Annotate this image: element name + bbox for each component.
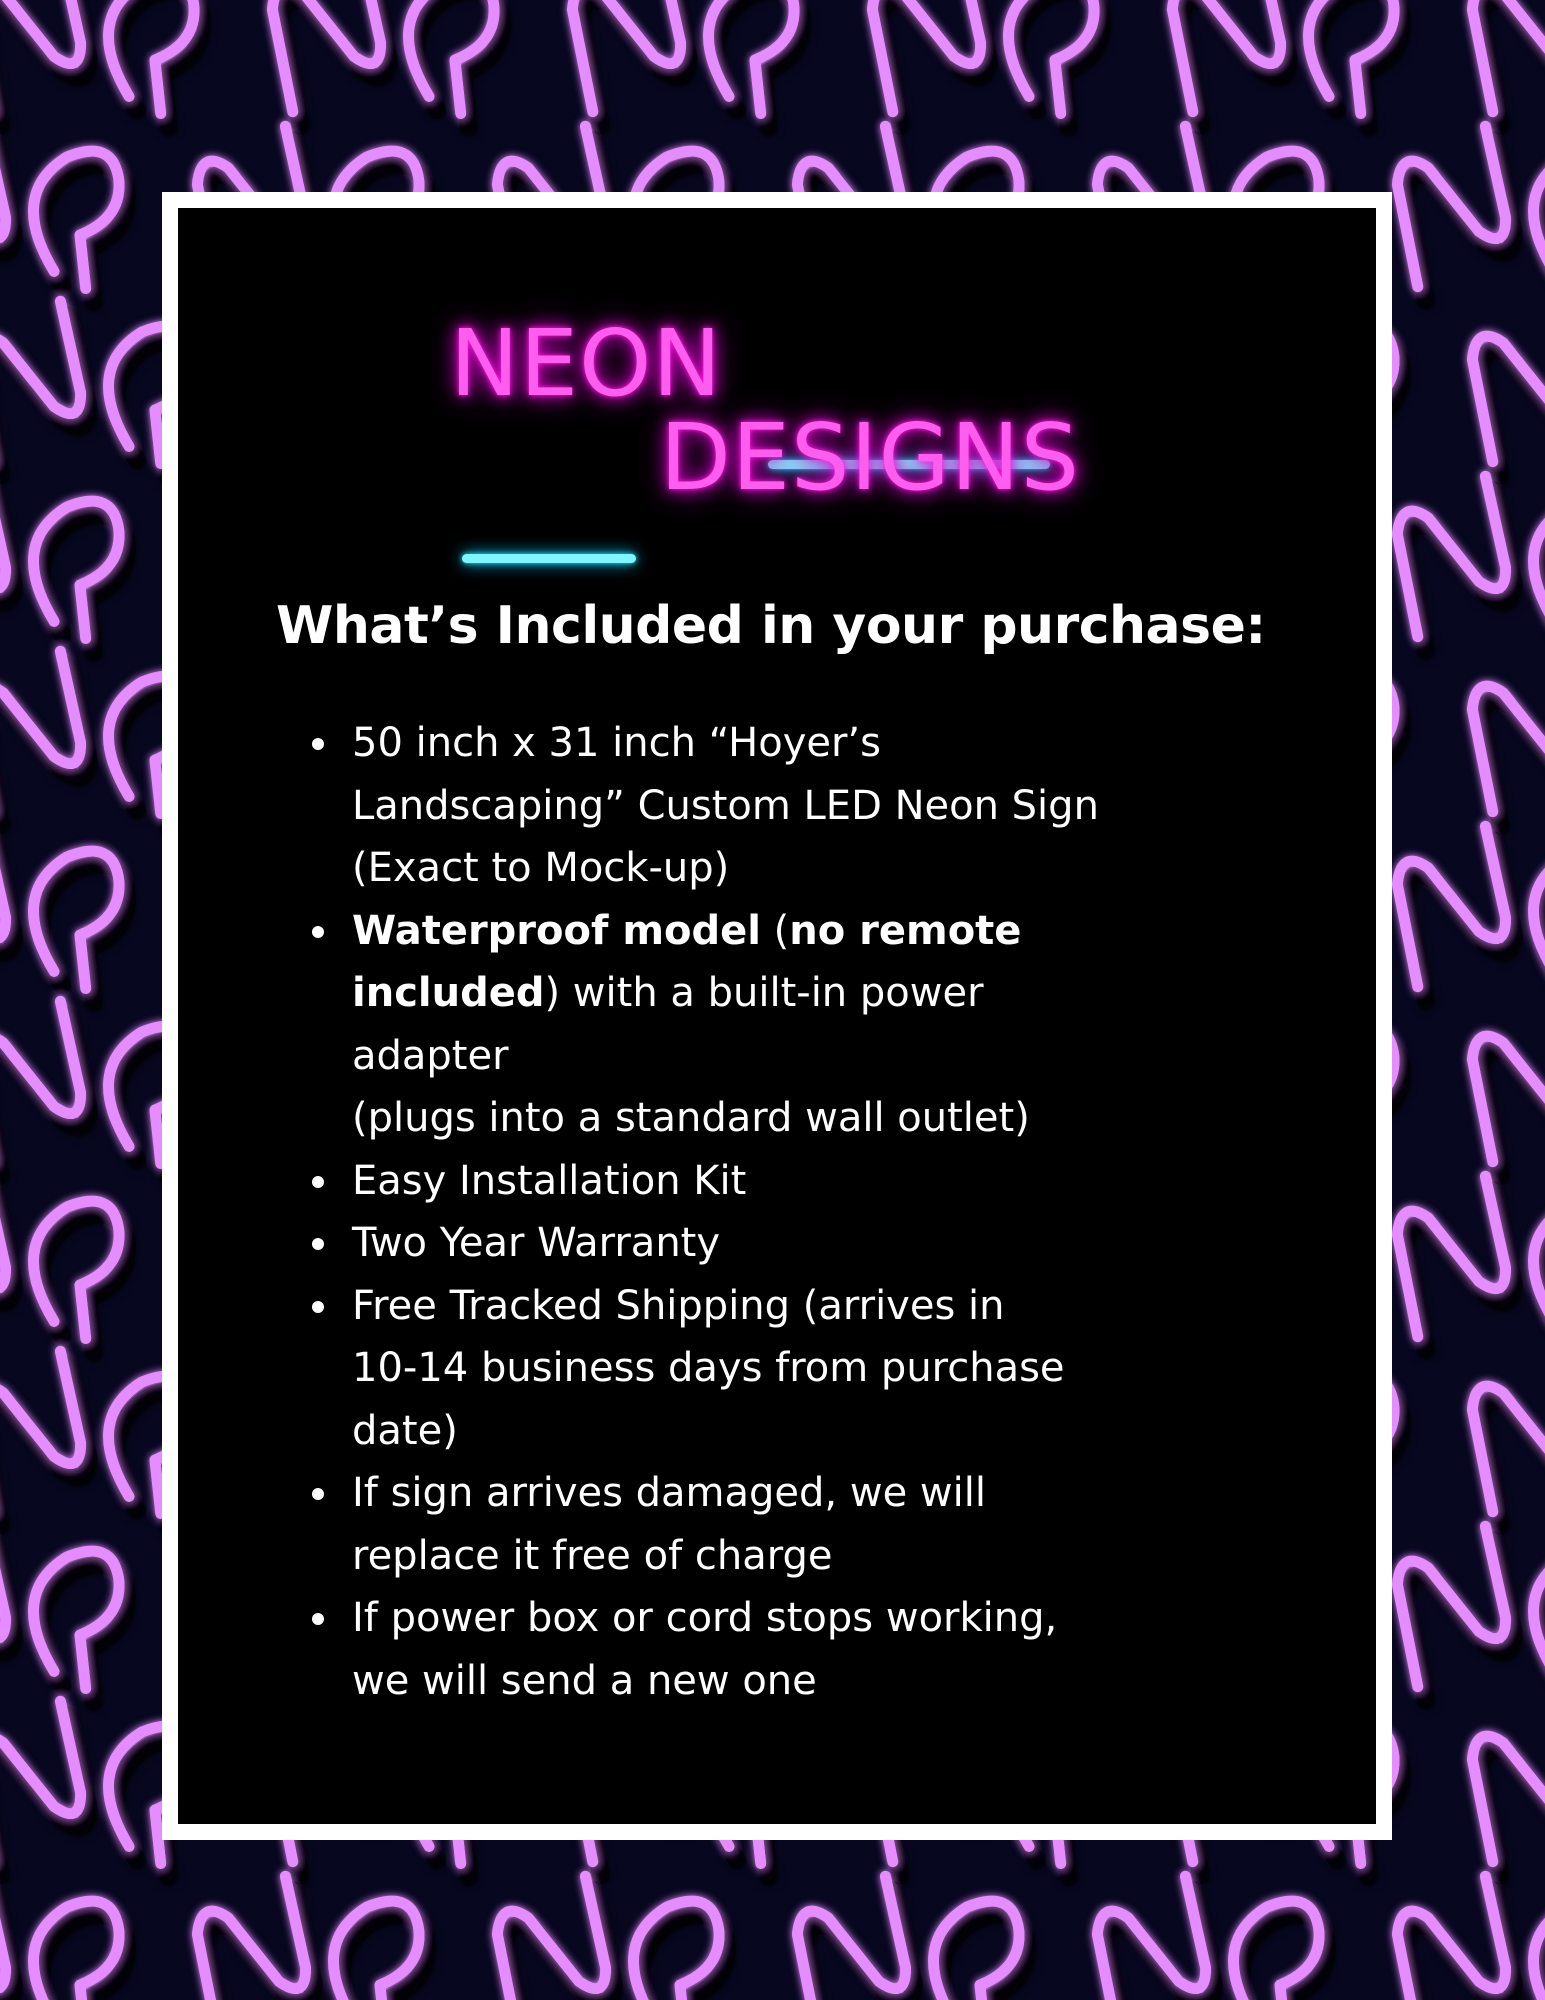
list-item-line: If power box or cord stops working, [352, 1595, 1058, 1641]
pattern-squiggle [384, 0, 534, 123]
pattern-squiggle [1439, 1697, 1545, 1862]
pattern-squiggle [0, 647, 112, 812]
logo-word-neon: NEON [450, 310, 723, 417]
pattern-shadow [1372, 136, 1545, 301]
list-item-text: ) with a built-in power [544, 970, 984, 1016]
pattern-squiggle [1439, 1347, 1545, 1512]
list-item-line: Landscaping” Custom LED Neon Sign [352, 782, 1099, 829]
pattern-shadow [0, 1011, 120, 1176]
pattern-squiggle [909, 1889, 1059, 2000]
pattern-squiggle [0, 997, 112, 1162]
list-item-line: 10-14 business days from purchase [352, 1345, 1065, 1391]
list-item [352, 1275, 1312, 1463]
list-item-line [352, 962, 1312, 1025]
list-item [352, 712, 1312, 900]
included-items-list [298, 712, 1312, 1712]
list-item-line: Free Tracked Shipping (arrives in [352, 1282, 1005, 1329]
list-item-line: date) [352, 1407, 458, 1454]
pattern-squiggle [1284, 0, 1434, 123]
pattern-squiggle [0, 1697, 112, 1862]
pattern-squiggle [684, 0, 834, 123]
list-item-line: Easy Installation Kit [352, 1157, 747, 1204]
list-item-line: Two Year Warranty [352, 1220, 721, 1266]
list-item [352, 1462, 1312, 1587]
list-item-line: 50 inch x 31 inch “Hoyer’s [352, 720, 881, 766]
list-item-line: replace it free of charge [352, 1532, 833, 1579]
bold-text: included [352, 970, 545, 1016]
pattern-shadow [0, 1361, 120, 1526]
logo-word-designs: DESIGNS [660, 404, 1081, 511]
pattern-squiggle [984, 0, 1134, 123]
pattern-shadow [1372, 486, 1545, 651]
pattern-shadow [0, 661, 120, 826]
pattern-squiggle [0, 297, 112, 462]
list-item-text: ( [760, 907, 790, 954]
list-item [352, 900, 1312, 1150]
info-card [178, 208, 1376, 1824]
list-item-line [352, 900, 1312, 963]
pattern-shadow [1372, 1536, 1545, 1701]
pattern-shadow [0, 311, 120, 476]
list-item [352, 1212, 1312, 1275]
pattern-squiggle [309, 1889, 459, 2000]
pattern-squiggle [1209, 1889, 1359, 2000]
pattern-shadow [1372, 1186, 1545, 1351]
pattern-squiggle [1439, 997, 1545, 1162]
list-item [352, 1150, 1312, 1213]
list-item-line: we will send a new one [352, 1657, 817, 1704]
neon-designs-logo [450, 308, 1090, 511]
list-item-line: If sign arrives damaged, we will [352, 1470, 986, 1516]
logo-cyan-bar-bottom [462, 554, 636, 563]
list-item-line: (Exact to Mock-up) [352, 845, 730, 891]
pattern-squiggle [9, 1889, 159, 2000]
page-title: What’s Included in your purchase: [276, 596, 1266, 656]
list-item [352, 1587, 1312, 1712]
bold-text: no remote [789, 907, 1022, 954]
pattern-squiggle [1439, 647, 1545, 812]
pattern-squiggle [609, 1889, 759, 2000]
pattern-squiggle [0, 1347, 112, 1512]
list-item-line: (plugs into a standard wall outlet) [352, 1095, 1030, 1141]
bold-text: Waterproof model [352, 907, 761, 954]
pattern-squiggle [1439, 297, 1545, 462]
card-frame [162, 192, 1392, 1840]
pattern-squiggle [84, 0, 234, 123]
pattern-shadow [0, 1711, 120, 1876]
pattern-shadow [1372, 836, 1545, 1001]
list-item-line: adapter [352, 1032, 509, 1079]
